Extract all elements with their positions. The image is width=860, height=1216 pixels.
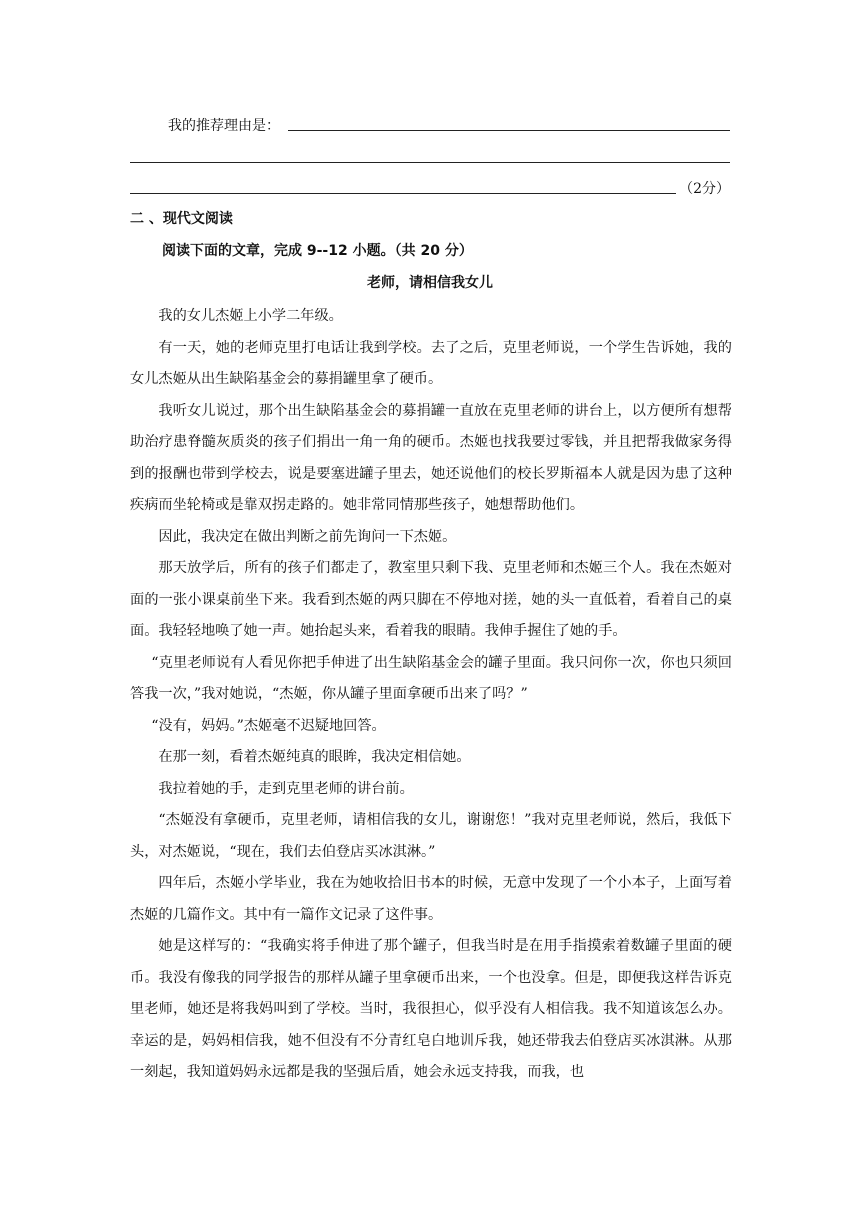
paragraph: “克里老师说有人看见你把手伸进了出生缺陷基金会的罐子里面。我只问你一次，你也只须回答我一次，”我对她说，“杰姬，你从罐子里面拿硬币出来了吗？” [130, 654, 732, 702]
answer-blank-line-3[interactable] [130, 193, 676, 194]
section-heading: 二 、现代文阅读 [130, 211, 233, 227]
paragraph: 四年后，杰姬小学毕业，我在为她收拾旧书本的时候，无意中发现了一个小本子，上面写着杰姬的几篇作文。其中有一篇作文记录了这件事。 [130, 875, 732, 923]
answer-blank-line-2[interactable] [130, 162, 730, 163]
paragraph: “杰姬没有拿硬币，克里老师，请相信我的女儿，谢谢您！”我对克里老师说，然后，我低下头，对杰姬说，“现在，我们去伯登店买冰淇淋。” [130, 812, 732, 860]
paragraph: 我拉着她的手，走到克里老师的讲台前。 [158, 780, 414, 797]
paragraph: 有一天，她的老师克里打电话让我到学校。去了之后，克里老师说，一个学生告诉她，我的女儿杰姬从出生缺陷基金会的募捐罐里拿了硬币。 [130, 339, 732, 387]
article-title: 老师，请相信我女儿 [367, 275, 493, 291]
paragraph: “没有，妈妈。”杰姬毫不迟疑地回答。 [151, 717, 386, 734]
reading-instruction: 阅读下面的文章，完成 9--12 小题。（共 20 分） [162, 243, 473, 259]
paragraph: 那天放学后，所有的孩子们都走了，教室里只剩下我、克里老师和杰姬三个人。我在杰姬对面的一张小课桌前坐下来。我看到杰姬的两只脚在不停地对搓，她的头一直低着，看着自己的桌面。我轻轻地唤了她一声。她抬起头来，看着我的眼睛。我伸手握住了她的手。 [130, 560, 732, 639]
paragraph: 因此，我决定在做出判断之前先询问一下杰姬。 [158, 528, 457, 545]
article-body [130, 301, 732, 1089]
score-label: （2分） [679, 181, 730, 197]
paragraph: 我听女儿说过，那个出生缺陷基金会的募捐罐一直放在克里老师的讲台上，以方便所有想帮助治疗患脊髓灰质炎的孩子们捐出一角一角的硬币。杰姬也找我要过零钱，并且把帮我做家务得到的报酬也带到学校去，说是要塞进罐子里去，她还说他们的校长罗斯福本人就是因为患了这种疾病而坐轮椅或是靠双拐走路的。她非常同情那些孩子，她想帮助他们。 [130, 402, 732, 513]
answer-line-row-3 [130, 177, 730, 201]
reason-line-row [130, 114, 730, 138]
reason-label: 我的推荐理由是： [168, 118, 280, 134]
paragraph: 她是这样写的：“我确实将手伸进了那个罐子，但我当时是在用手指摸索着数罐子里面的硬币。我没有像我的同学报告的那样从罐子里拿硬币出来，一个也没拿。但是，即便我这样告诉克里老师，她还是将我妈叫到了学校。当时，我很担心，似乎没有人相信我。我不知道该怎么办。幸运的是，妈妈相信我，她不但没有不分青红皂白地训斥我，她还带我去伯登店买冰淇淋。从那一刻起，我知道妈妈永远都是我的坚强后盾，她会永远支持我，而我，也 [130, 938, 732, 1080]
paragraph: 在那一刻，看着杰姬纯真的眼眸，我决定相信她。 [158, 749, 471, 765]
paragraph: 我的女儿杰姬上小学二年级。 [158, 308, 343, 324]
answer-line-row-2 [130, 146, 730, 170]
answer-blank-line-1[interactable] [288, 130, 730, 131]
